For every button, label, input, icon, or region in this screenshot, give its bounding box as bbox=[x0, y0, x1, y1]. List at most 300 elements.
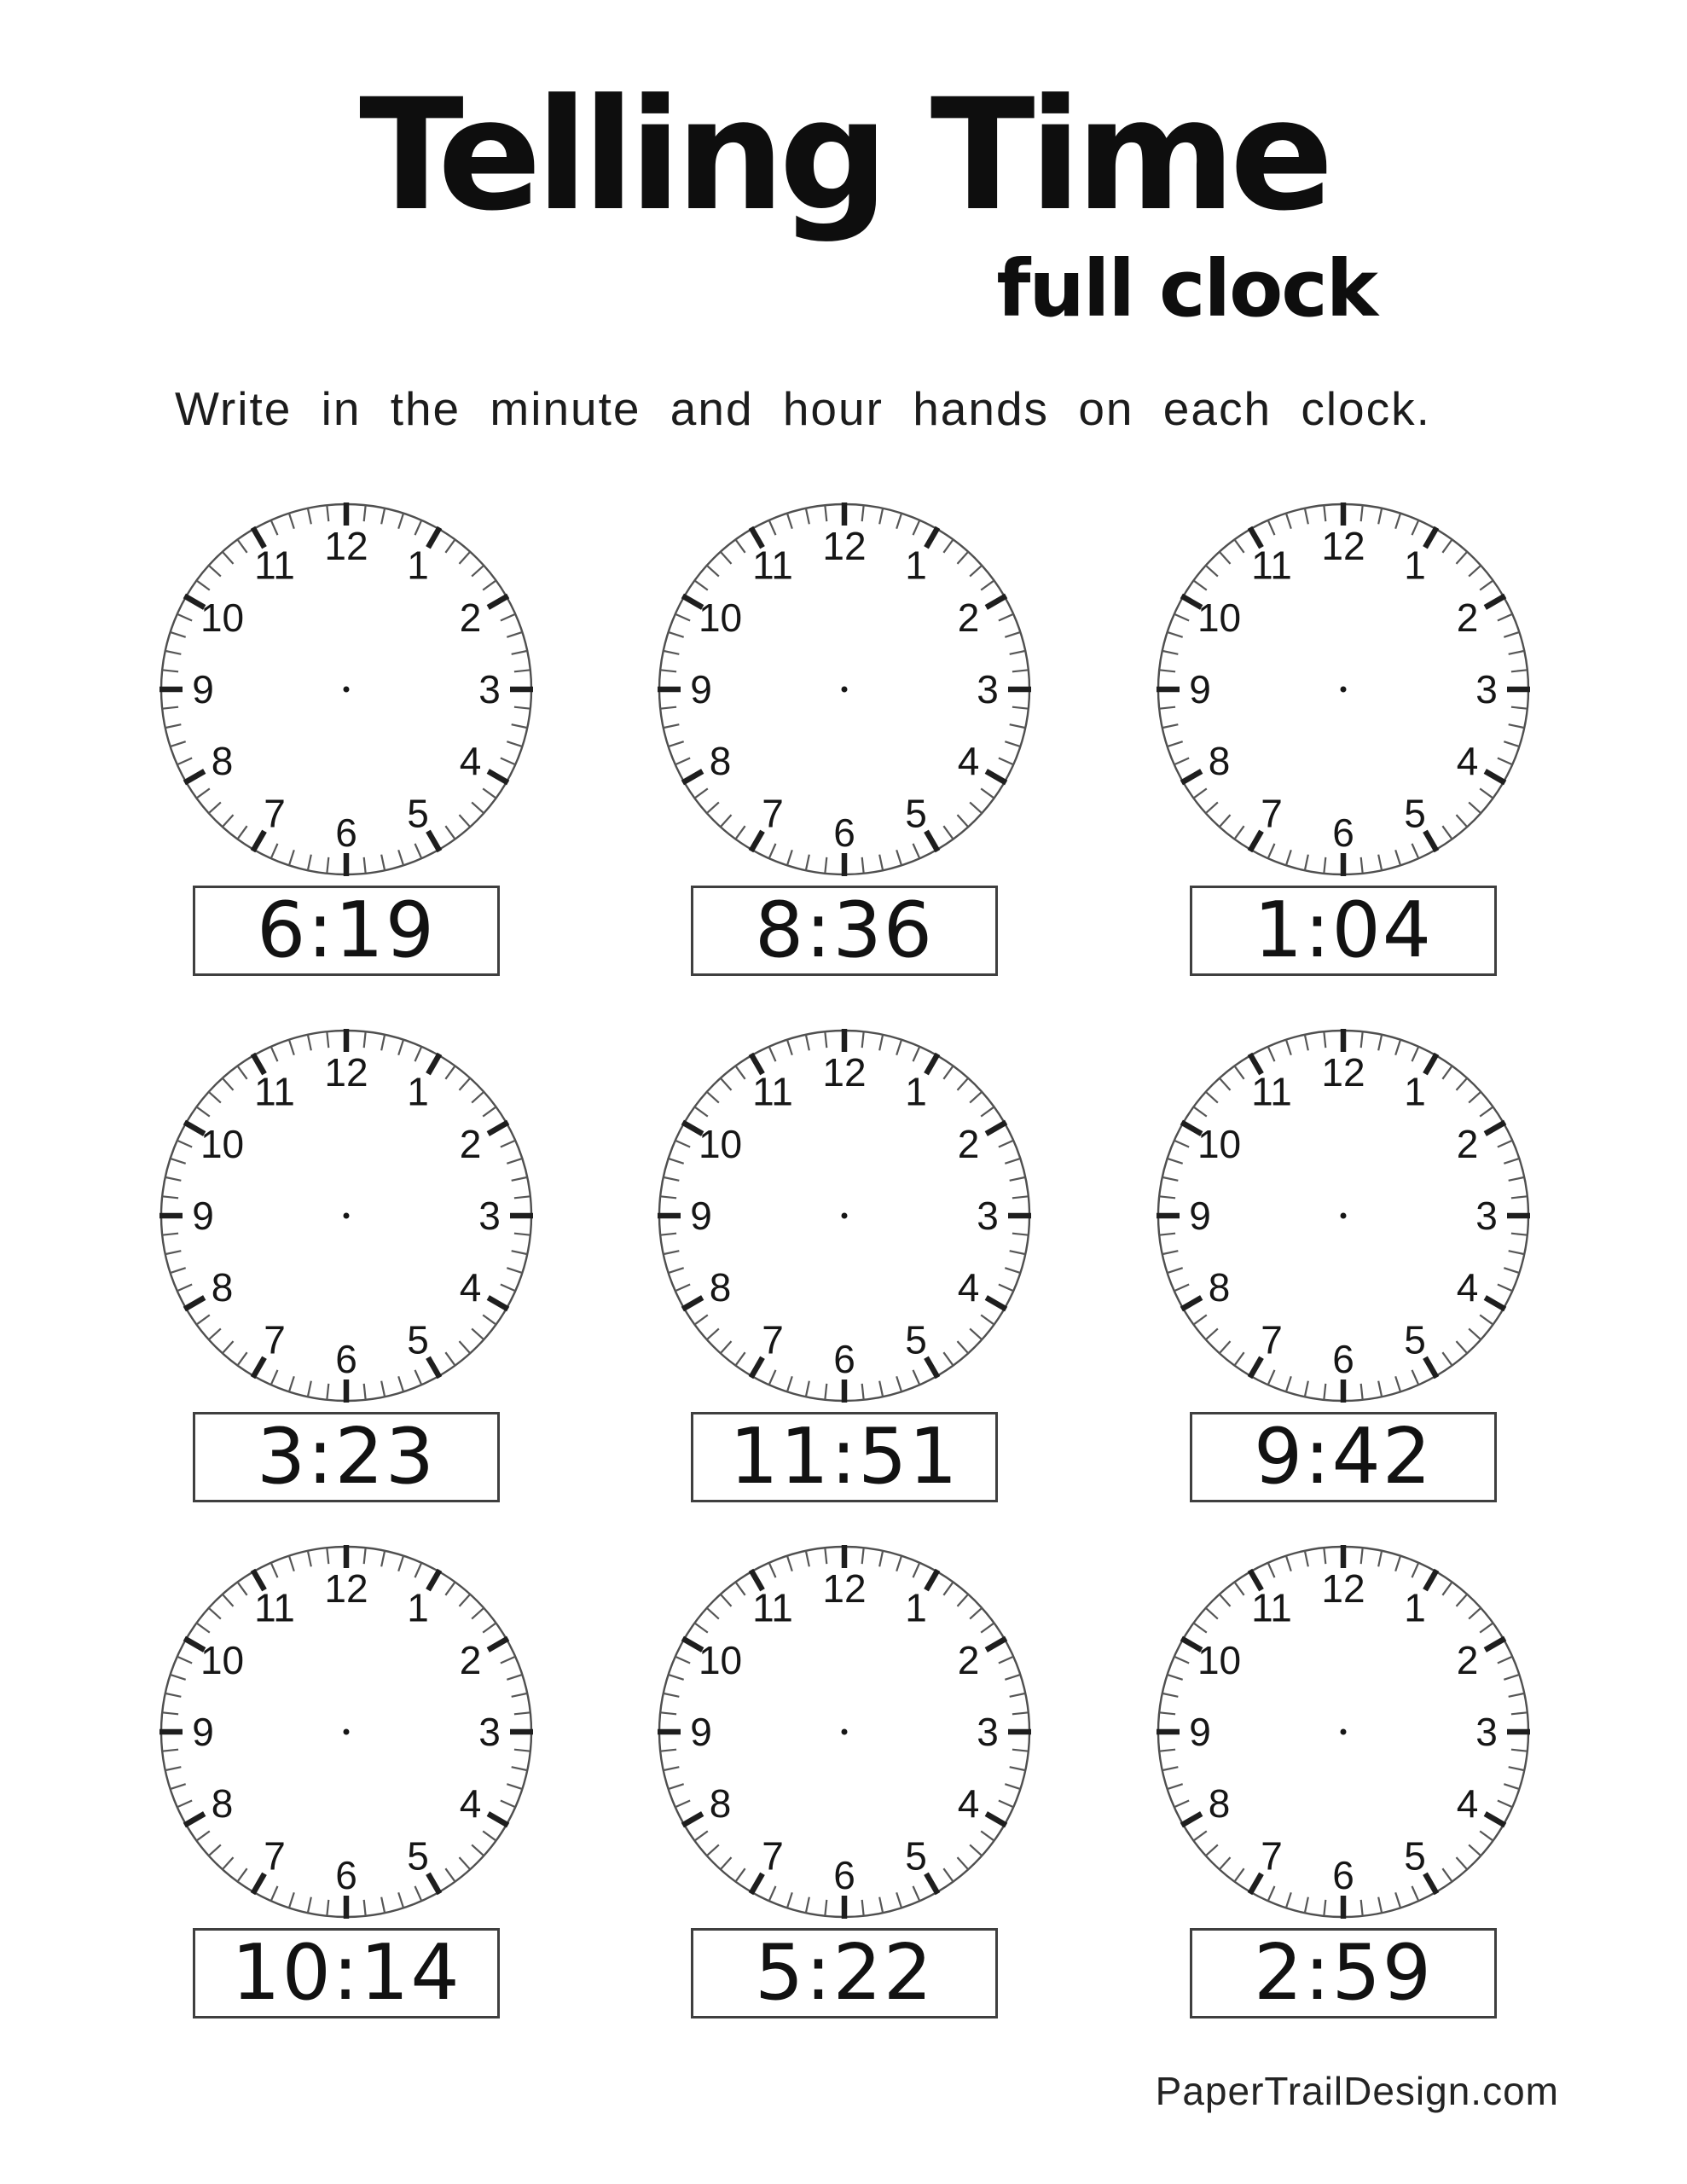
minute-tick bbox=[1395, 850, 1400, 865]
minute-tick bbox=[1305, 1381, 1308, 1397]
minute-tick bbox=[879, 855, 883, 871]
hour-tick bbox=[488, 1123, 507, 1135]
minute-tick bbox=[171, 1268, 186, 1273]
minute-tick bbox=[507, 1784, 522, 1789]
minute-tick bbox=[162, 1750, 178, 1751]
clock-cell bbox=[159, 1028, 534, 1502]
minute-tick bbox=[1412, 1886, 1419, 1901]
clock-face[interactable] bbox=[159, 1544, 534, 1920]
minute-tick bbox=[806, 1381, 809, 1397]
minute-tick bbox=[1193, 788, 1206, 798]
minute-tick bbox=[1162, 1251, 1179, 1254]
minute-tick bbox=[398, 514, 403, 529]
hour-number: 8 bbox=[211, 1781, 234, 1826]
minute-tick bbox=[483, 1623, 496, 1632]
minute-tick bbox=[1010, 724, 1026, 728]
minute-tick bbox=[271, 1370, 278, 1385]
minute-tick bbox=[1268, 1370, 1275, 1385]
hour-number: 8 bbox=[709, 1265, 732, 1310]
time-label: 3:23 bbox=[256, 1412, 437, 1502]
minute-tick bbox=[289, 514, 294, 529]
clock-face[interactable] bbox=[657, 1028, 1032, 1403]
minute-tick bbox=[721, 815, 732, 827]
hour-tick bbox=[1250, 831, 1262, 851]
minute-tick bbox=[237, 1352, 246, 1365]
hour-tick bbox=[1485, 1814, 1504, 1826]
minute-tick bbox=[787, 850, 792, 865]
minute-tick bbox=[472, 1092, 484, 1103]
minute-tick bbox=[721, 1594, 732, 1606]
minute-tick bbox=[1168, 1675, 1183, 1680]
minute-tick bbox=[445, 826, 455, 839]
minute-tick bbox=[660, 1196, 676, 1198]
hour-number: 6 bbox=[335, 810, 357, 855]
minute-tick bbox=[1234, 1582, 1244, 1594]
minute-tick bbox=[1412, 520, 1419, 535]
minute-tick bbox=[483, 580, 496, 590]
hour-tick bbox=[488, 1814, 507, 1826]
hour-tick bbox=[428, 1054, 440, 1073]
hour-tick bbox=[253, 1357, 265, 1377]
hour-number: 5 bbox=[905, 791, 927, 836]
hour-number: 10 bbox=[1197, 595, 1242, 640]
clock-face[interactable] bbox=[1156, 502, 1531, 877]
minute-tick bbox=[1456, 815, 1467, 827]
hour-tick bbox=[751, 831, 763, 851]
minute-tick bbox=[1268, 520, 1275, 535]
clock-cell bbox=[657, 1028, 1032, 1502]
minute-tick bbox=[825, 857, 826, 874]
center-dot bbox=[1341, 1729, 1347, 1735]
minute-tick bbox=[1305, 1551, 1308, 1567]
time-label: 5:22 bbox=[754, 1928, 935, 2018]
hour-number: 7 bbox=[762, 1833, 784, 1879]
minute-tick bbox=[957, 1857, 968, 1869]
minute-tick bbox=[1168, 741, 1183, 746]
minute-tick bbox=[787, 1040, 792, 1055]
minute-tick bbox=[398, 1892, 403, 1908]
minute-tick bbox=[196, 1831, 209, 1840]
minute-tick bbox=[398, 1556, 403, 1571]
minute-tick bbox=[1206, 1608, 1218, 1619]
minute-tick bbox=[999, 1285, 1013, 1292]
minute-tick bbox=[769, 520, 776, 535]
minute-tick bbox=[1442, 826, 1452, 839]
hour-number: 11 bbox=[254, 1585, 295, 1630]
minute-tick bbox=[1193, 1623, 1206, 1632]
minute-tick bbox=[327, 1900, 328, 1916]
minute-tick bbox=[507, 1159, 522, 1164]
minute-tick bbox=[787, 1892, 792, 1908]
clock-face[interactable] bbox=[159, 502, 534, 877]
minute-tick bbox=[981, 788, 994, 798]
minute-tick bbox=[1509, 1767, 1525, 1770]
hour-number: 3 bbox=[977, 1194, 999, 1238]
hour-number: 3 bbox=[1475, 667, 1498, 712]
clock-cell bbox=[1156, 1028, 1531, 1502]
hour-number: 5 bbox=[1404, 791, 1426, 836]
hour-number: 12 bbox=[1321, 1050, 1365, 1095]
hour-tick bbox=[428, 1357, 440, 1377]
minute-tick bbox=[1511, 1712, 1528, 1714]
hour-number: 5 bbox=[1404, 1833, 1426, 1879]
time-label-box bbox=[1190, 1928, 1497, 2018]
minute-tick bbox=[669, 1268, 684, 1273]
hour-tick bbox=[184, 1298, 204, 1310]
minute-tick bbox=[162, 707, 178, 709]
minute-tick bbox=[1395, 1040, 1400, 1055]
minute-tick bbox=[289, 850, 294, 865]
clock-cell bbox=[657, 1544, 1032, 2018]
hour-number: 7 bbox=[1261, 791, 1283, 836]
clock-face[interactable] bbox=[657, 502, 1032, 877]
minute-tick bbox=[1234, 1352, 1244, 1365]
minute-tick bbox=[237, 539, 246, 552]
minute-tick bbox=[879, 1897, 883, 1914]
hour-number: 12 bbox=[324, 1050, 368, 1095]
minute-tick bbox=[514, 1196, 530, 1198]
minute-tick bbox=[1469, 1844, 1481, 1856]
hour-number: 2 bbox=[1456, 1638, 1479, 1682]
hour-number: 3 bbox=[478, 667, 501, 712]
minute-tick bbox=[1286, 1556, 1291, 1571]
minute-tick bbox=[459, 552, 470, 564]
hour-tick bbox=[184, 771, 204, 783]
minute-tick bbox=[1511, 1750, 1528, 1751]
minute-tick bbox=[999, 1801, 1013, 1808]
hour-number: 9 bbox=[192, 1710, 214, 1754]
minute-tick bbox=[364, 1384, 366, 1400]
minute-tick bbox=[381, 1035, 385, 1051]
hour-tick bbox=[1181, 1298, 1201, 1310]
minute-tick bbox=[981, 1315, 994, 1324]
minute-tick bbox=[507, 1268, 522, 1273]
minute-tick bbox=[1511, 707, 1528, 709]
hour-number: 7 bbox=[762, 1317, 784, 1362]
hour-number: 2 bbox=[957, 1122, 980, 1166]
minute-tick bbox=[1498, 614, 1512, 621]
hour-tick bbox=[488, 596, 507, 608]
minute-tick bbox=[660, 1712, 676, 1714]
minute-tick bbox=[514, 1234, 530, 1235]
minute-tick bbox=[943, 1868, 953, 1881]
minute-tick bbox=[514, 707, 530, 709]
hour-number: 3 bbox=[478, 1194, 501, 1238]
minute-tick bbox=[415, 1370, 422, 1385]
minute-tick bbox=[1159, 707, 1175, 709]
minute-tick bbox=[1305, 855, 1308, 871]
minute-tick bbox=[177, 614, 192, 621]
minute-tick bbox=[237, 1868, 246, 1881]
minute-tick bbox=[1378, 1381, 1382, 1397]
time-label: 6:19 bbox=[256, 886, 437, 975]
center-dot bbox=[842, 687, 848, 693]
minute-tick bbox=[735, 1352, 745, 1365]
minute-tick bbox=[237, 1582, 246, 1594]
minute-tick bbox=[1509, 1693, 1525, 1697]
minute-tick bbox=[308, 1381, 311, 1397]
minute-tick bbox=[735, 1066, 745, 1078]
clock-face[interactable] bbox=[657, 1544, 1032, 1920]
minute-tick bbox=[1234, 1066, 1244, 1078]
minute-tick bbox=[445, 1582, 455, 1594]
hour-number: 1 bbox=[1404, 1069, 1426, 1114]
minute-tick bbox=[196, 1107, 209, 1116]
minute-tick bbox=[970, 1092, 982, 1103]
minute-tick bbox=[1498, 1657, 1512, 1664]
minute-tick bbox=[1010, 651, 1026, 654]
hour-number: 11 bbox=[254, 1069, 295, 1114]
minute-tick bbox=[721, 1078, 732, 1090]
minute-tick bbox=[415, 1047, 422, 1061]
hour-number: 10 bbox=[698, 1638, 743, 1682]
minute-tick bbox=[1456, 1857, 1467, 1869]
minute-tick bbox=[483, 1107, 496, 1116]
hour-number: 1 bbox=[905, 1069, 927, 1114]
minute-tick bbox=[660, 1234, 676, 1235]
minute-tick bbox=[675, 1141, 690, 1147]
minute-tick bbox=[981, 580, 994, 590]
hour-number: 9 bbox=[690, 1710, 712, 1754]
minute-tick bbox=[1012, 707, 1029, 709]
minute-tick bbox=[512, 1693, 528, 1697]
hour-number: 6 bbox=[833, 1853, 855, 1897]
minute-tick bbox=[1286, 1040, 1291, 1055]
minute-tick bbox=[271, 1886, 278, 1901]
minute-tick bbox=[171, 1675, 186, 1680]
minute-tick bbox=[209, 1092, 221, 1103]
minute-tick bbox=[1174, 1801, 1189, 1808]
minute-tick bbox=[1378, 1897, 1382, 1914]
minute-tick bbox=[1168, 1268, 1183, 1273]
minute-tick bbox=[177, 1657, 192, 1664]
minute-tick bbox=[512, 724, 528, 728]
clock-face[interactable] bbox=[1156, 1028, 1531, 1403]
minute-tick bbox=[1504, 1784, 1519, 1789]
minute-tick bbox=[512, 1177, 528, 1181]
minute-tick bbox=[660, 707, 676, 709]
minute-tick bbox=[896, 1556, 901, 1571]
page-subtitle: full clock bbox=[996, 243, 1377, 334]
minute-tick bbox=[364, 505, 366, 521]
minute-tick bbox=[1234, 826, 1244, 839]
minute-tick bbox=[1361, 1384, 1363, 1400]
minute-tick bbox=[1324, 1031, 1325, 1048]
center-dot bbox=[344, 687, 350, 693]
minute-tick bbox=[1498, 1801, 1512, 1808]
hour-number: 1 bbox=[407, 1069, 429, 1114]
minute-tick bbox=[1286, 1376, 1291, 1391]
clock-face[interactable] bbox=[159, 1028, 534, 1403]
minute-tick bbox=[1220, 1078, 1231, 1090]
hour-number: 6 bbox=[1332, 810, 1354, 855]
minute-tick bbox=[913, 1047, 920, 1061]
minute-tick bbox=[1469, 1608, 1481, 1619]
hour-number: 7 bbox=[264, 1833, 286, 1879]
hour-number: 4 bbox=[957, 1781, 980, 1826]
time-label-box bbox=[193, 1928, 500, 2018]
minute-tick bbox=[1234, 539, 1244, 552]
minute-tick bbox=[943, 1352, 953, 1365]
minute-tick bbox=[1324, 505, 1325, 521]
minute-tick bbox=[483, 1315, 496, 1324]
minute-tick bbox=[1206, 566, 1218, 577]
minute-tick bbox=[1012, 1234, 1029, 1235]
minute-tick bbox=[943, 1066, 953, 1078]
minute-tick bbox=[1442, 539, 1452, 552]
minute-tick bbox=[381, 1381, 385, 1397]
hour-number: 8 bbox=[211, 739, 234, 783]
minute-tick bbox=[196, 788, 209, 798]
minute-tick bbox=[675, 614, 690, 621]
minute-tick bbox=[501, 1801, 515, 1808]
minute-tick bbox=[223, 1341, 234, 1353]
time-label: 2:59 bbox=[1253, 1928, 1434, 2018]
minute-tick bbox=[1442, 1868, 1452, 1881]
minute-tick bbox=[1378, 1551, 1382, 1567]
hour-number: 9 bbox=[192, 667, 214, 712]
minute-tick bbox=[675, 1801, 690, 1808]
hour-number: 4 bbox=[459, 1265, 482, 1310]
minute-tick bbox=[501, 1285, 515, 1292]
minute-tick bbox=[787, 1376, 792, 1391]
minute-tick bbox=[694, 1623, 707, 1632]
hour-number: 11 bbox=[1251, 543, 1292, 588]
minute-tick bbox=[1361, 1031, 1363, 1048]
minute-tick bbox=[1220, 552, 1231, 564]
minute-tick bbox=[308, 855, 311, 871]
minute-tick bbox=[196, 1315, 209, 1324]
hour-number: 2 bbox=[1456, 595, 1479, 640]
minute-tick bbox=[1324, 1384, 1325, 1400]
minute-tick bbox=[943, 826, 953, 839]
minute-tick bbox=[862, 1031, 864, 1048]
minute-tick bbox=[669, 632, 684, 637]
minute-tick bbox=[1220, 1341, 1231, 1353]
minute-tick bbox=[177, 1141, 192, 1147]
minute-tick bbox=[1480, 788, 1493, 798]
hour-number: 6 bbox=[335, 1337, 357, 1381]
minute-tick bbox=[957, 1078, 968, 1090]
hour-number: 8 bbox=[709, 1781, 732, 1826]
minute-tick bbox=[381, 1551, 385, 1567]
minute-tick bbox=[445, 1352, 455, 1365]
minute-tick bbox=[862, 505, 864, 521]
minute-tick bbox=[381, 508, 385, 525]
time-label: 11:51 bbox=[729, 1412, 959, 1502]
center-dot bbox=[1341, 687, 1347, 693]
minute-tick bbox=[237, 826, 246, 839]
minute-tick bbox=[957, 815, 968, 827]
minute-tick bbox=[1162, 724, 1179, 728]
minute-tick bbox=[1193, 1831, 1206, 1840]
hour-number: 2 bbox=[957, 1638, 980, 1682]
time-label: 10:14 bbox=[231, 1928, 461, 2018]
minute-tick bbox=[970, 802, 982, 813]
center-dot bbox=[1341, 1213, 1347, 1219]
hour-number: 2 bbox=[1456, 1122, 1479, 1166]
minute-tick bbox=[1412, 1047, 1419, 1061]
minute-tick bbox=[664, 651, 680, 654]
minute-tick bbox=[1442, 1066, 1452, 1078]
minute-tick bbox=[664, 1693, 680, 1697]
hour-tick bbox=[986, 1814, 1006, 1826]
minute-tick bbox=[472, 1328, 484, 1339]
hour-number: 8 bbox=[1208, 1265, 1231, 1310]
minute-tick bbox=[1268, 1563, 1275, 1577]
minute-tick bbox=[1480, 1315, 1493, 1324]
minute-tick bbox=[1395, 1556, 1400, 1571]
minute-tick bbox=[1361, 505, 1363, 521]
minute-tick bbox=[862, 1548, 864, 1564]
minute-tick bbox=[1442, 1352, 1452, 1365]
minute-tick bbox=[862, 1384, 864, 1400]
hour-tick bbox=[1425, 1570, 1437, 1589]
minute-tick bbox=[896, 1376, 901, 1391]
minute-tick bbox=[943, 539, 953, 552]
minute-tick bbox=[459, 1341, 470, 1353]
minute-tick bbox=[271, 1047, 278, 1061]
hour-number: 10 bbox=[200, 1638, 245, 1682]
hour-number: 5 bbox=[1404, 1317, 1426, 1362]
minute-tick bbox=[1012, 670, 1029, 671]
hour-tick bbox=[1425, 1054, 1437, 1073]
hour-number: 11 bbox=[752, 543, 793, 588]
hour-tick bbox=[682, 1814, 702, 1826]
minute-tick bbox=[1012, 1712, 1029, 1714]
minute-tick bbox=[787, 1556, 792, 1571]
minute-tick bbox=[271, 520, 278, 535]
minute-tick bbox=[896, 514, 901, 529]
minute-tick bbox=[879, 1551, 883, 1567]
minute-tick bbox=[675, 1657, 690, 1664]
minute-tick bbox=[769, 1886, 776, 1901]
minute-tick bbox=[1480, 1107, 1493, 1116]
hour-tick bbox=[1425, 1357, 1437, 1377]
minute-tick bbox=[1168, 1159, 1183, 1164]
hour-tick bbox=[184, 1814, 204, 1826]
minute-tick bbox=[512, 1251, 528, 1254]
clock-face[interactable] bbox=[1156, 1544, 1531, 1920]
page-title: Telling Time bbox=[359, 67, 1328, 245]
minute-tick bbox=[507, 632, 522, 637]
minute-tick bbox=[735, 1868, 745, 1881]
minute-tick bbox=[806, 1897, 809, 1914]
minute-tick bbox=[999, 1657, 1013, 1664]
minute-tick bbox=[721, 1857, 732, 1869]
hour-number: 11 bbox=[1251, 1069, 1292, 1114]
hour-number: 11 bbox=[752, 1069, 793, 1114]
minute-tick bbox=[694, 788, 707, 798]
minute-tick bbox=[721, 1341, 732, 1353]
hour-number: 4 bbox=[1456, 739, 1479, 783]
minute-tick bbox=[1324, 1900, 1325, 1916]
minute-tick bbox=[209, 802, 221, 813]
minute-tick bbox=[1012, 1196, 1029, 1198]
minute-tick bbox=[1511, 1234, 1528, 1235]
hour-number: 12 bbox=[324, 524, 368, 568]
minute-tick bbox=[806, 1035, 809, 1051]
minute-tick bbox=[171, 632, 186, 637]
hour-number: 3 bbox=[1475, 1710, 1498, 1754]
minute-tick bbox=[512, 1767, 528, 1770]
minute-tick bbox=[327, 505, 328, 521]
minute-tick bbox=[1480, 580, 1493, 590]
minute-tick bbox=[1509, 1251, 1525, 1254]
hour-number: 10 bbox=[698, 1122, 743, 1166]
hour-number: 9 bbox=[1189, 1710, 1211, 1754]
minute-tick bbox=[664, 1177, 680, 1181]
